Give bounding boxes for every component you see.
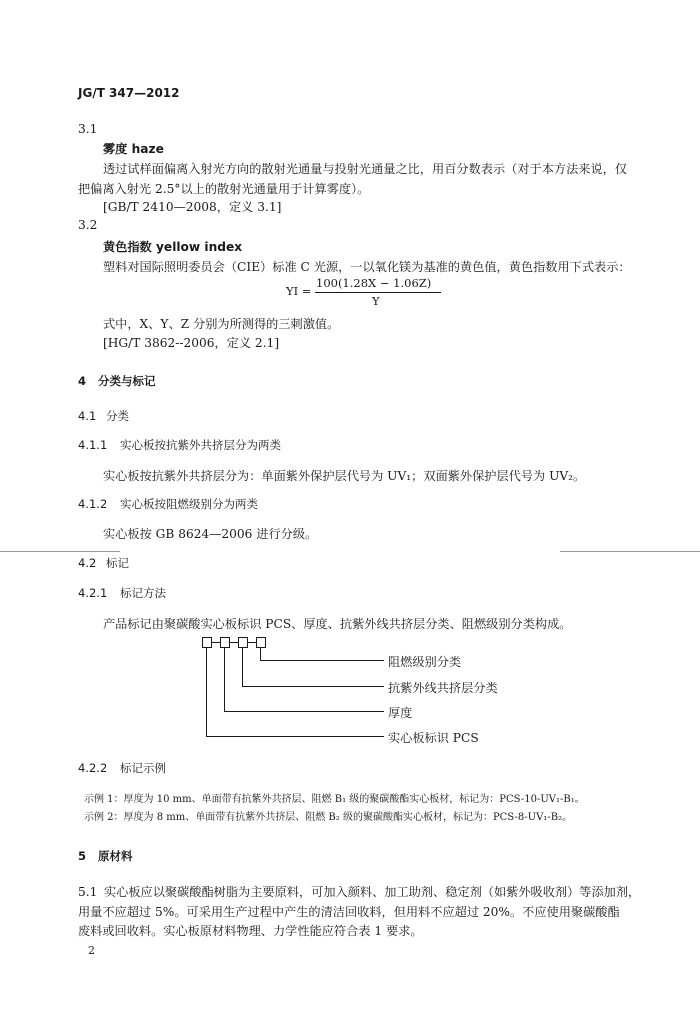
section-4-1-title: 分类 — [106, 409, 129, 423]
section-4-1-2-title: 实心板按阻燃级别分为两类 — [120, 497, 258, 511]
marking-dash-3 — [248, 642, 256, 643]
section-3-1-reference: [GB/T 2410—2008，定义 3.1] — [103, 200, 282, 214]
document-id: JG/T 347—2012 — [78, 86, 180, 100]
connector-pcs-id — [207, 648, 385, 737]
section-4-2-title: 标记 — [106, 556, 129, 570]
section-4-2-1-number: 4.2.1 — [78, 586, 108, 600]
section-3-2-title: 黄色指数 yellow index — [103, 240, 243, 254]
connector-thickness — [225, 648, 385, 712]
section-4-1-1-number: 4.1.1 — [78, 438, 108, 452]
formula-lhs: YI = — [286, 284, 312, 298]
section-5-heading — [78, 848, 133, 864]
section-3-2-reference: [HG/T 3862--2006，定义 2.1] — [103, 336, 280, 350]
section-3-2-line-2: 式中，X、Y、Z 分别为所测得的三刺激值。 — [103, 317, 340, 331]
page-number: 2 — [88, 944, 95, 957]
marking-dash-2 — [230, 642, 238, 643]
section-4-2-2-heading — [78, 760, 166, 776]
section-4-2-1-title: 标记方法 — [120, 586, 166, 600]
section-5-1-line-3: 废料或回收料。实心板原材料物理、力学性能应符合表 1 要求。 — [78, 924, 423, 938]
section-4-number: 4 — [78, 374, 87, 388]
diagram-label-thickness: 厚度 — [388, 706, 413, 720]
marking-dash-1 — [212, 642, 220, 643]
section-4-1-1-title: 实心板按抗紫外共挤层分为两类 — [120, 438, 281, 452]
marking-box-3 — [238, 637, 248, 648]
section-4-2-number: 4.2 — [78, 556, 97, 570]
section-3-2-line-1: 塑料对国际照明委员会（CIE）标准 C 光源，一以氧化镁为基准的黄色值，黄色指数用下式表示： — [103, 260, 631, 274]
section-4-1-number: 4.1 — [78, 409, 97, 423]
section-4-2-2-title: 标记示例 — [120, 761, 166, 775]
marking-box-1 — [202, 637, 212, 648]
diagram-label-pcs-id: 实心板标识 PCS — [388, 731, 479, 745]
formula-denominator: Y — [372, 294, 380, 308]
marking-box-4 — [256, 637, 266, 648]
marking-example-2: 示例 2：厚度为 8 mm、单面带有抗紫外共挤层、阻燃 B₂ 级的聚碳酸酯实心板材，标记为：PCS-8-UV₁-B₂。 — [84, 812, 573, 823]
section-3-1-line-2: 把偏离入射光 2.5°以上的散射光通量用于计算雾度）。 — [78, 182, 370, 196]
section-3-1-line-1: 透过试样面偏离入射光方向的散射光通量与投射光通量之比，用百分数表示（对于本方法来说，仅 — [103, 162, 628, 176]
section-4-1-2-body: 实心板按 GB 8624—2006 进行分级。 — [103, 527, 318, 541]
section-5-1-number: 5.1 — [78, 885, 98, 899]
marking-example-1: 示例 1：厚度为 10 mm、单面带有抗紫外共挤层、阻燃 B₁ 级的聚碳酸酯实心板材，标记为：PCS-10-UV₁-B₁。 — [84, 794, 585, 805]
section-3-1-number: 3.1 — [78, 122, 98, 136]
section-5-1-line-1-wrap — [78, 883, 640, 900]
section-4-title: 分类与标记 — [98, 374, 156, 388]
section-4-1-1-body: 实心板按抗紫外共挤层分为：单面紫外保护层代号为 UV₁；双面紫外保护层代号为 UV₂。 — [103, 469, 586, 483]
marking-box-2 — [220, 637, 230, 648]
connector-flame-class — [261, 648, 385, 661]
diagram-label-flame-class: 阻燃级别分类 — [388, 655, 462, 669]
section-4-2-1-body: 产品标记由聚碳酸实心板标识 PCS、厚度、抗紫外线共挤层分类、阻燃级别分类构成。 — [103, 617, 572, 631]
diagram-label-uv-class: 抗紫外线共挤层分类 — [388, 681, 498, 695]
formula-numerator: 100(1.28X − 1.06Z) — [316, 276, 432, 290]
section-3-1-title: 雾度 haze — [103, 142, 164, 156]
section-5-1-line-1: 实心板应以聚碳酸酯树脂为主要原料，可加入颜料、加工助剂、稳定剂（如紫外吸收剂）等添加剂， — [104, 885, 641, 899]
section-4-2-2-number: 4.2.2 — [78, 761, 108, 775]
connector-uv-class — [243, 648, 385, 687]
section-5-title: 原材料 — [98, 849, 133, 863]
section-5-number: 5 — [78, 849, 87, 863]
section-3-2-number: 3.2 — [78, 218, 98, 232]
section-5-1-line-2: 用量不应超过 5%。可采用生产过程中产生的清洁回收料，但用料不应超过 20%。不应使用聚碳酸酯 — [78, 905, 620, 919]
section-4-1-2-number: 4.1.2 — [78, 497, 108, 511]
